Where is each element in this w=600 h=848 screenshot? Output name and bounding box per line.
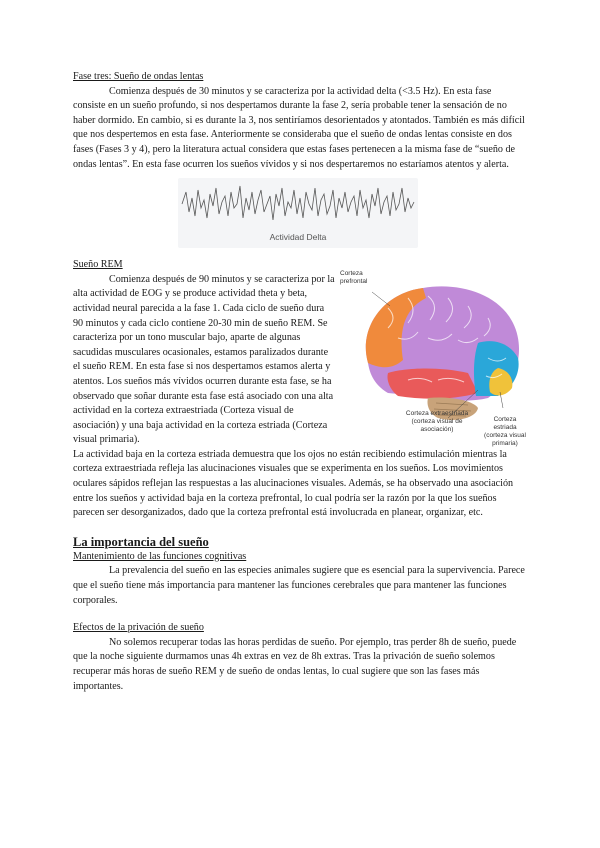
label-estriada: Corteza estriada (corteza visual primaria) (484, 416, 526, 448)
subsection-title-mantenimiento: Mantenimiento de las funciones cognitivas (73, 550, 247, 562)
delta-wave-trace (178, 178, 418, 230)
document-page (73, 70, 525, 694)
subsection-title-privacion: Efectos de la privación de sueño (73, 622, 204, 634)
delta-figure-label: Actividad Delta (269, 231, 327, 242)
paragraph-fase-tres: Comienza después de 30 minutos y se caracteriza por la actividad delta (<3.5 Hz). En esta fase consiste en un sueño profundo, si nos despertamos durante la fase 2, sería probable tener la sensación de no haber dormido. En cambio, si es durante la 3, nos sentiríamos desorientados y atontados. También es más difícil que nos despertemos en esta fase. Anteriormente se consideraba que el sueño de ondas lentas consiste en dos fases (Fases 3 y 4), pero la literatura actual considera que estas fases pertenecen a la misma fase de “sueño de ondas lentas”. En esta fase ocurren los sueños vívidos y si nos despertaremos no estaríamos atentos y alerta. (73, 85, 525, 170)
section-title-rem: Sueño REM (73, 259, 123, 271)
delta-activity-figure (178, 178, 418, 248)
paragraph-rem-side: Comienza después de 90 minutos y se caracteriza por la alta actividad de EOG y se produce actividad theta y beta, actividad neural parecida a la fase 1. Cada ciclo de sueño dura 90 minutos y cada ciclo contiene 20-30 min de sueño REM. Se caracteriza por un tono muscular bajo, aparte de algunas sacudidas musculares ocasionales, estamos paralizados durante el sueño REM. En esta fase si nos despertamos estamos alerta y atentos. Los sueños más vívidos ocurren durante esta fase, se ha observado que soñar durante esta fase está asociado con una alta actividad en la corteza extraestriada (Corteza visual de asociación) y una baja actividad en la corteza estriada (Corteza visual primaria). (73, 273, 335, 446)
heading-importancia: La importancia del sueño (73, 534, 209, 549)
paragraph-mantenimiento: La prevalencia del sueño en las especies animales sugiere que es esencial para la supervivencia. Parece que el sueño tiene más importancia para mantener las funciones cerebrales que para mantener las funciones corporales. (73, 565, 525, 606)
label-extraestriada: Corteza extraestriada (corteza visual de asociación) (405, 410, 469, 434)
section-title-fase-tres: Fase tres: Sueño de ondas lentas (73, 71, 204, 82)
brain-figure (328, 268, 528, 448)
paragraph-privacion: No solemos recuperar todas las horas perdidas de sueño. Por ejemplo, tras perder 8h de sueño, puede que la noche siguiente durmamos unas 4h extras en vez de 8h extras. Tras la privación de sueño solemos recuperar más horas de sueño REM y de sueño de ondas lentas, lo cual sugiere que son las fases más importantes. (73, 636, 517, 692)
rem-section (73, 258, 525, 521)
paragraph-rem-full: La actividad baja en la corteza estriada demuestra que los ojos no están recibiendo estimulación mientras la corteza extraestriada refleja las alucinaciones visuales que se experimenta en los sueños. Los movimientos oculares sápidos reflejan las respuestas a las alucinaciones visuales. Además, se ha observado una asociación entre los sueños y actividad baja en la corteza prefrontal, lo cual podría ser la razón por la que los sueños parecen ser desorganizados, dado que la corteza prefrontal está involucrada en planear, organizar, etc. (73, 448, 514, 519)
label-prefrontal: Corteza prefrontal (340, 270, 368, 286)
